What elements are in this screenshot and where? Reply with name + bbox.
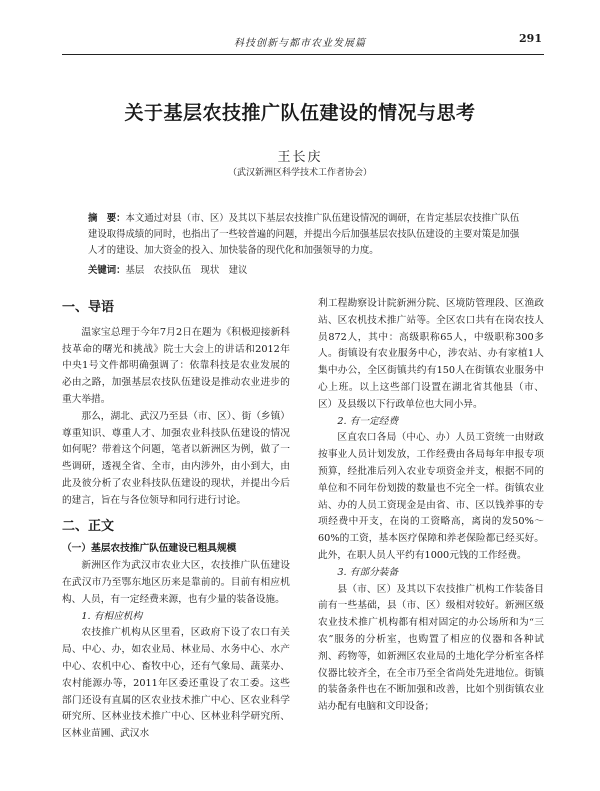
page-number: 291 bbox=[519, 32, 542, 45]
right-column bbox=[318, 296, 544, 716]
author-affiliation: （武汉新洲区科学技术工作者协会） bbox=[227, 168, 372, 178]
abstract-label: 摘 要： bbox=[88, 213, 126, 224]
subsection-heading: 1. 有相应机构 bbox=[81, 610, 143, 622]
section-heading: （一）基层农技推广队伍建设已粗具规模 bbox=[62, 543, 237, 555]
paragraph: 利工程勘察设计院新洲分院、区境防管理段、区渔政站、区农机技术推广站等。全区农口共有在岗农技人员872人，其中：高级职称65人，中级职称300多人。街镇设有农业服务中心，涉农站、办有家植1人集中办公，全区街镇共约有150人在街镇农业服务中心上班。以上这些部门设置在湖北省其他县（市、区）及县级以下行政单位也大同小异。 bbox=[318, 298, 544, 410]
left-column bbox=[62, 296, 290, 743]
paragraph: 农技推广机构从区里看，区政府下设了农口有关局、中心、办，如农业局、林业局、水务中心、水产中心、农机中心、畜牧中心，还有气象局、蔬菜办、农村能源办等，2011年区委还重设了农工委。这些部门还设有直属的区农业技术推广中心、区农业科学研究所、区林业技术推广中心、区林业科学研究所、区林业苗圃、武汉水 bbox=[62, 627, 290, 740]
subsection-heading: 3. 有部分装备 bbox=[337, 566, 399, 578]
keywords-label: 关键词： bbox=[88, 265, 126, 276]
author-name: 王长庆 bbox=[277, 150, 323, 165]
paper-title: 关于基层农技推广队伍建设的情况与思考 bbox=[124, 102, 476, 124]
paragraph: 县（市、区）及其以下农技推广机构工作装备目前有一些基础，县（市、区）级相对较好。新洲区级农业技术推广机构都有相对固定的办公场所和为“三农”服务的分析室，也购置了相应的仪器和各种试剂、药物等，如新洲区农业局的土地化学分析室各样仪器比较齐全，在全市乃至全省尚处先进地位。街镇的装备条件也在不断加强和改善，比如个别街镇农业站办配有电脑和文印设备； bbox=[318, 583, 544, 713]
header-rule bbox=[62, 54, 544, 55]
paragraph: 区直农口各局（中心、办）人员工资统一由财政按事业人员计划发放，工作经费由各局每年申报专项预算，经批准后列入农业专项资金并支，根据不同的单位和不同年份划拨的数量也不完全一样。街镇农业站、办的人员工资现金是由省、市、区以钱养事的专项经费中开支，在岗的工资略高，离岗的发50%～60%的工资，基本医疗保障和养老保险都已经买好。此外，在职人员人平约有1000元钱的工作经费。 bbox=[318, 432, 544, 561]
paragraph: 新洲区作为武汉市农业大区，农技推广队伍建设在武汉市乃至鄂东地区历来是靠前的。目前有相应机构、人员，有一定经费来源，也有少量的装备设施。 bbox=[62, 560, 290, 605]
abstract-block bbox=[88, 211, 522, 259]
paragraph: 温家宝总理于今年7月2日在题为《积极迎接新科技革命的曙光和挑战》院士大会上的讲话和2012年中央1号文件都明确强调了：依靠科技是农业发展的必由之路，加强基层农技队伍建设是推动农业进步的重大举措。 bbox=[62, 326, 290, 405]
heading-introduction: 一、导语 bbox=[62, 300, 115, 315]
paragraph: 那么，湖北、武汉乃至县（市、区）、街（乡镇）尊重知识、尊重人才、加强农业科技队伍建设的情况如何呢？带着这个问题，笔者以新洲区为例，做了一些调研，透视全省、全市，由内涉外，由小到大，由此及彼分析了农业科技队伍建设的现状，并提出今后的建言，旨在与各位领导和同行进行讨论。 bbox=[62, 410, 290, 506]
keywords-text: 基层 农技队伍 现状 建议 bbox=[125, 265, 248, 276]
abstract-text: 本文通过对县（市、区）及其以下基层农技推广队伍建设情况的调研，在肯定基层农技推广队伍建设取得成绩的同时，也指出了一些较普遍的问题，并提出今后加强基层农技队伍建设的主要对策是加强人才的建设、加大资金的投入、加快装备的现代化和加强领导的力度。 bbox=[88, 213, 520, 256]
keywords-block bbox=[88, 262, 522, 276]
subsection-heading: 2. 有一定经费 bbox=[337, 415, 399, 427]
running-title: 科技创新与都市农业发展篇 bbox=[234, 38, 366, 49]
heading-main-body: 二、正文 bbox=[62, 518, 115, 534]
